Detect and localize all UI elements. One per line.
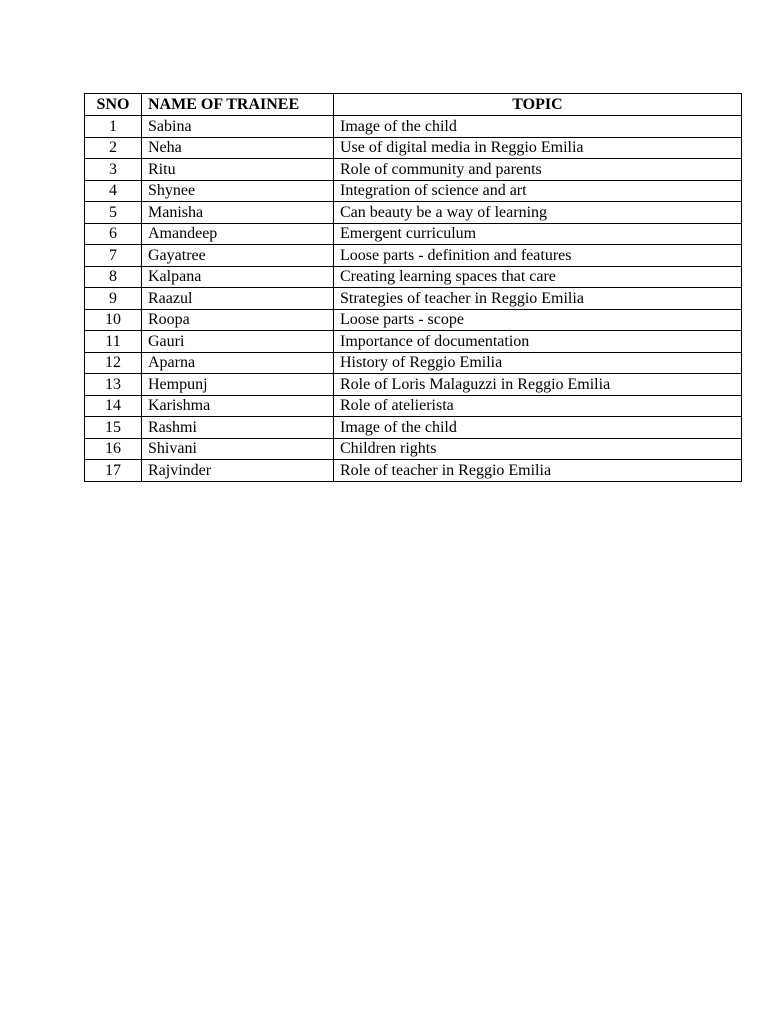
sno-cell: 8 <box>85 266 142 288</box>
table-row <box>85 266 742 288</box>
trainee-name-cell: Kalpana <box>142 266 334 288</box>
topic-cell: Creating learning spaces that care <box>334 266 742 288</box>
topic-cell: Role of Loris Malaguzzi in Reggio Emilia <box>334 374 742 396</box>
sno-cell: 7 <box>85 245 142 267</box>
topic-cell: Loose parts - scope <box>334 309 742 331</box>
trainee-name-cell: Raazul <box>142 288 334 310</box>
topic-cell: Loose parts - definition and features <box>334 245 742 267</box>
trainee-name-cell: Shivani <box>142 438 334 460</box>
sno-cell: 4 <box>85 180 142 202</box>
table-row <box>85 159 742 181</box>
table-row <box>85 395 742 417</box>
topic-cell: History of Reggio Emilia <box>334 352 742 374</box>
sno-cell: 9 <box>85 288 142 310</box>
trainee-name-cell: Karishma <box>142 395 334 417</box>
table-row <box>85 460 742 482</box>
table-row <box>85 180 742 202</box>
sno-cell: 11 <box>85 331 142 353</box>
table-row <box>85 245 742 267</box>
topic-cell: Role of teacher in Reggio Emilia <box>334 460 742 482</box>
table-row <box>85 331 742 353</box>
trainee-name-cell: Sabina <box>142 116 334 138</box>
sno-cell: 12 <box>85 352 142 374</box>
table-body <box>85 116 742 482</box>
trainee-name-cell: Gauri <box>142 331 334 353</box>
table-row <box>85 374 742 396</box>
topic-cell: Strategies of teacher in Reggio Emilia <box>334 288 742 310</box>
sno-cell: 16 <box>85 438 142 460</box>
sno-cell: 15 <box>85 417 142 439</box>
trainee-name-cell: Hempunj <box>142 374 334 396</box>
trainee-name-cell: Amandeep <box>142 223 334 245</box>
table-row <box>85 352 742 374</box>
sno-cell: 6 <box>85 223 142 245</box>
topic-cell: Use of digital media in Reggio Emilia <box>334 137 742 159</box>
sno-cell: 1 <box>85 116 142 138</box>
trainee-name-cell: Roopa <box>142 309 334 331</box>
topic-cell: Importance of documentation <box>334 331 742 353</box>
topic-cell: Image of the child <box>334 417 742 439</box>
topic-cell: Emergent curriculum <box>334 223 742 245</box>
sno-cell: 10 <box>85 309 142 331</box>
trainee-name-cell: Rashmi <box>142 417 334 439</box>
topic-cell: Integration of science and art <box>334 180 742 202</box>
table-header-row <box>85 94 742 116</box>
column-header-topic: TOPIC <box>334 94 742 116</box>
topic-cell: Role of atelierista <box>334 395 742 417</box>
trainee-name-cell: Aparna <box>142 352 334 374</box>
trainee-name-cell: Manisha <box>142 202 334 224</box>
topic-cell: Role of community and parents <box>334 159 742 181</box>
column-header-name: NAME OF TRAINEE <box>142 94 334 116</box>
table-row <box>85 202 742 224</box>
trainee-name-cell: Rajvinder <box>142 460 334 482</box>
topic-cell: Children rights <box>334 438 742 460</box>
trainee-name-cell: Shynee <box>142 180 334 202</box>
topic-cell: Image of the child <box>334 116 742 138</box>
column-header-sno: SNO <box>85 94 142 116</box>
topic-cell: Can beauty be a way of learning <box>334 202 742 224</box>
sno-cell: 2 <box>85 137 142 159</box>
table-row <box>85 116 742 138</box>
sno-cell: 13 <box>85 374 142 396</box>
trainee-name-cell: Gayatree <box>142 245 334 267</box>
table-row <box>85 309 742 331</box>
trainee-name-cell: Neha <box>142 137 334 159</box>
table-row <box>85 438 742 460</box>
table-row <box>85 288 742 310</box>
trainee-topics-table <box>84 93 742 482</box>
sno-cell: 17 <box>85 460 142 482</box>
trainee-name-cell: Ritu <box>142 159 334 181</box>
table-row <box>85 417 742 439</box>
sno-cell: 14 <box>85 395 142 417</box>
sno-cell: 5 <box>85 202 142 224</box>
table-row <box>85 137 742 159</box>
table-row <box>85 223 742 245</box>
sno-cell: 3 <box>85 159 142 181</box>
